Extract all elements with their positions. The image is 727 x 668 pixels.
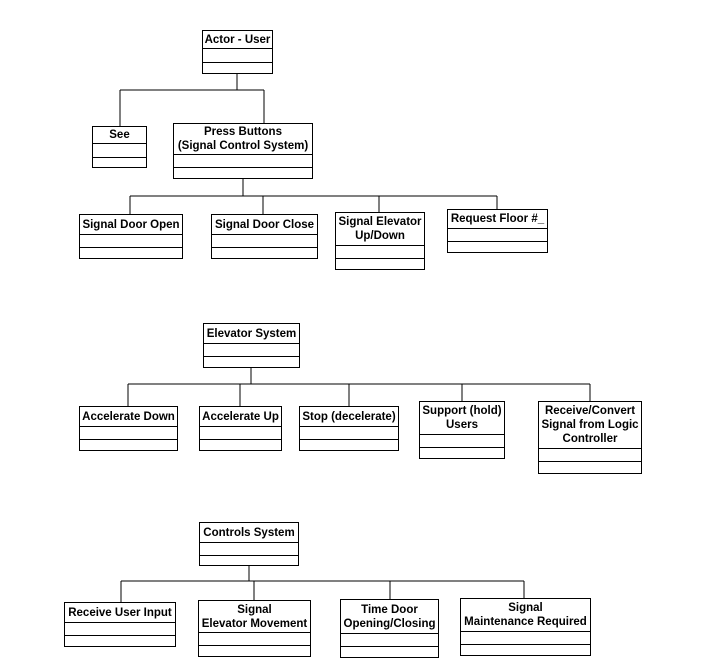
class-signal-maintenance-required <box>460 598 591 656</box>
class-name: Accelerate Up <box>200 407 281 427</box>
class-name: Signal Maintenance Required <box>461 599 590 632</box>
class-operations <box>461 645 590 655</box>
class-name: Support (hold) Users <box>420 402 504 435</box>
class-operations <box>300 440 398 450</box>
class-operations <box>174 168 312 178</box>
class-operations <box>336 259 424 269</box>
class-attributes <box>80 235 182 248</box>
class-press-buttons <box>173 123 313 179</box>
class-signal-door-open <box>79 214 183 259</box>
class-attributes <box>336 246 424 259</box>
class-name: Accelerate Down <box>80 407 177 427</box>
class-name: Signal Door Close <box>212 215 317 235</box>
class-attributes <box>461 632 590 645</box>
class-name: See <box>93 127 146 144</box>
class-attributes <box>341 634 438 647</box>
class-request-floor <box>447 209 548 253</box>
class-support-hold-users <box>419 401 505 459</box>
class-signal-elevator-movement <box>198 600 311 657</box>
class-attributes <box>204 344 299 357</box>
class-attributes <box>93 144 146 158</box>
class-receive-user-input <box>64 602 176 647</box>
class-attributes <box>420 435 504 448</box>
class-name: Press Buttons (Signal Control System) <box>174 124 312 155</box>
class-operations <box>341 647 438 657</box>
class-accelerate-up <box>199 406 282 451</box>
class-accelerate-down <box>79 406 178 451</box>
class-actor-user <box>202 30 273 74</box>
class-attributes <box>300 427 398 440</box>
class-attributes <box>212 235 317 248</box>
class-name: Controls System <box>200 523 298 543</box>
class-name: Actor - User <box>203 31 272 49</box>
class-attributes <box>203 49 272 63</box>
class-name: Request Floor #_ <box>448 210 547 229</box>
class-name: Time Door Opening/Closing <box>341 600 438 634</box>
class-operations <box>212 248 317 258</box>
class-name: Receive/Convert Signal from Logic Controller <box>539 402 641 449</box>
class-receive-convert-signal <box>538 401 642 474</box>
class-attributes <box>448 229 547 242</box>
class-operations <box>65 636 175 646</box>
class-operations <box>200 440 281 450</box>
class-name: Receive User Input <box>65 603 175 623</box>
class-name: Signal Elevator Movement <box>199 601 310 633</box>
class-operations <box>93 158 146 167</box>
class-operations <box>203 63 272 73</box>
class-operations <box>80 248 182 258</box>
class-see <box>92 126 147 168</box>
class-signal-door-close <box>211 214 318 259</box>
class-operations <box>204 357 299 367</box>
class-attributes <box>199 633 310 646</box>
class-operations <box>539 462 641 473</box>
class-attributes <box>200 543 298 556</box>
class-operations <box>80 440 177 450</box>
class-operations <box>448 242 547 252</box>
class-name: Elevator System <box>204 324 299 344</box>
class-elevator-system <box>203 323 300 368</box>
class-operations <box>200 556 298 565</box>
class-attributes <box>174 155 312 168</box>
class-time-door-opening-closing <box>340 599 439 658</box>
class-attributes <box>80 427 177 440</box>
class-attributes <box>539 449 641 462</box>
class-operations <box>199 646 310 656</box>
class-attributes <box>200 427 281 440</box>
class-attributes <box>65 623 175 636</box>
class-controls-system <box>199 522 299 566</box>
class-stop-decelerate <box>299 406 399 451</box>
class-name: Stop (decelerate) <box>300 407 398 427</box>
class-name: Signal Door Open <box>80 215 182 235</box>
class-signal-elevator-up-down <box>335 212 425 270</box>
class-name: Signal Elevator Up/Down <box>336 213 424 246</box>
class-operations <box>420 448 504 458</box>
